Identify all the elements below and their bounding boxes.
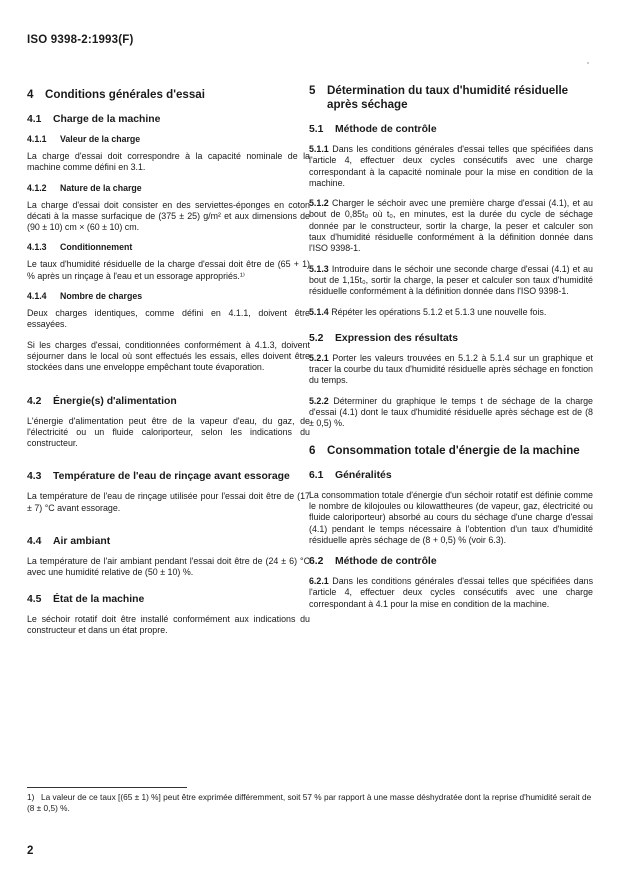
clause-text: Charger le séchoir avec une première charge d'essai (4.1), et au bout de 0,85t₀ où t₀, en minutes, est la durée du cycle de séchage donnée par le constructeur, sortir la charge, la peser et calculer son taux d'humidité résiduelle conformément à la définition donnée dans l'ISO 9398-1. <box>309 198 593 254</box>
clause-number: 6.2.1 <box>309 576 329 587</box>
section-title: Conditionnement <box>60 242 133 253</box>
footnote <box>27 792 593 814</box>
scan-artifact <box>587 62 589 64</box>
clause-number: 5.1.1 <box>309 144 329 154</box>
section-4-1-heading <box>27 113 310 126</box>
section-number: 4.1.4 <box>27 291 47 302</box>
section-number: 4.1 <box>27 114 42 125</box>
clause-number: 5.1.2 <box>309 198 329 209</box>
section-4-5-text: Le séchoir rotatif doit être installé conformément aux indications du constructeur et dans un état propre. <box>27 613 310 635</box>
standard-reference: ISO 9398-2:1993(F) <box>27 34 134 46</box>
section-title: Méthode de contrôle <box>335 124 437 135</box>
section-title: Valeur de la charge <box>60 134 141 144</box>
clause-number: 5.1.4 <box>309 306 329 317</box>
section-4-1-2-heading <box>27 183 310 194</box>
section-4-1-1-text: La charge d'essai doit correspondre à la capacité nominale de la machine comme défini en 3.1. <box>27 151 310 173</box>
section-title: Consommation totale d'énergie de la machine <box>327 443 580 457</box>
section-5-2-heading <box>309 332 593 345</box>
section-title: État de la machine <box>53 593 145 605</box>
clause-number: 5.1.3 <box>309 263 329 274</box>
clause-text: Répéter les opérations 5.1.2 et 5.1.3 une nouvelle fois. <box>331 306 547 317</box>
section-5-heading <box>309 84 593 112</box>
section-number: 4 <box>27 88 34 101</box>
section-number: 4.2 <box>27 395 42 407</box>
section-number: 6.1 <box>309 469 324 481</box>
section-5-1-2-paragraph <box>309 198 593 254</box>
clause-text: Porter les valeurs trouvées en 5.1.2 à 5.1.4 sur un graphique et tracer la courbe du taux d'humidité résiduelle après séchage en fonction du temps. <box>309 352 593 386</box>
section-title: Généralités <box>335 469 392 481</box>
section-4-3-heading <box>27 470 310 483</box>
section-5-1-heading <box>309 123 593 136</box>
section-title: Énergie(s) d'alimentation <box>53 395 177 407</box>
section-number: 6.2 <box>309 556 324 568</box>
section-number: 4.1.2 <box>27 182 47 193</box>
section-4-1-3-text: Le taux d'humidité résiduelle de la charge d'essai doit être de (65 + 1) % après un rinçage à l'eau et un essorage appropriés.¹⁾ <box>27 259 310 281</box>
clause-text: Dans les conditions générales d'essai telles que spécifiées dans l'article 4, effectuer deux cycles consécutifs avec une charge correspondant à la capacité nominale pour la mise en condition de la machine. <box>309 144 594 188</box>
section-5-1-1-paragraph <box>309 144 593 189</box>
footnote-divider <box>27 787 187 788</box>
section-number: 4.1.3 <box>27 242 47 253</box>
page-number: 2 <box>27 845 34 857</box>
clause-text: Dans les conditions générales d'essai telles que spécifiées dans l'article 4, effectuer deux cycles consécutifs avec une charge correspondant à 4.1 pour la mise en condition de la machine. <box>309 576 594 609</box>
clause-text: Introduire dans le séchoir une seconde charge d'essai (4.1) et au bout de 1,15t₀, sortir la charge, la peser et calculer son taux d'humidité résiduelle conformément à la définition donnée dans l'ISO 9398-1. <box>309 263 593 297</box>
left-column <box>27 84 310 645</box>
right-column <box>309 84 593 619</box>
section-5-2-2-paragraph <box>309 396 593 430</box>
clause-number: 5.2.2 <box>309 395 329 406</box>
section-6-1-text: La consommation totale d'énergie d'un séchoir rotatif est définie comme le nombre de kilojoules ou kilowattheures (de vapeur, gaz, électricité ou fluide caloriporteur) absorbé au cours du séchage d'une charge d'essai (4.1) pendant le temps nécessaire à l'obtention d'un taux d'humidité résiduelle après séchage de (8 + 0,5) % (voir 6.3). <box>309 489 593 545</box>
section-number: 6 <box>309 443 316 457</box>
section-title: Expression des résultats <box>335 332 459 344</box>
section-title: Nombre de charges <box>60 291 143 302</box>
section-title: Nature de la charge <box>60 182 142 193</box>
section-number: 4.5 <box>27 593 42 605</box>
section-4-3-text: La température de l'eau de rinçage utilisée pour l'essai doit être de (17 ± 7) °C avant essorage. <box>27 491 310 513</box>
section-title: Température de l'eau de rinçage avant essorage <box>53 471 290 483</box>
section-4-1-4-text-2: Si les charges d'essai, conditionnées conformément à 4.1.3, doivent séjourner dans le local où sont effectués les essais, elles doivent être stockées dans une enveloppe empêchant toute évaporation. <box>27 339 310 373</box>
clause-number: 5.2.1 <box>309 352 329 363</box>
section-number: 5.2 <box>309 332 324 344</box>
clause-text: Déterminer du graphique le temps t de séchage de la charge d'essai (4.1) dont le taux d'humidité résiduelle après séchage est de (8 ± 0,5) %. <box>309 395 593 429</box>
section-number: 5 <box>309 84 316 97</box>
section-number: 4.1.1 <box>27 134 47 144</box>
section-title: Méthode de contrôle <box>335 556 437 568</box>
section-4-heading <box>27 88 310 102</box>
section-4-4-text: La température de l'air ambiant pendant l'essai doit être de (24 ± 6) °C avec une humidité relative de (50 ± 10) %. <box>27 556 310 578</box>
section-title: Détermination du taux d'humidité résiduelle après séchage <box>327 84 569 111</box>
section-number: 5.1 <box>309 124 324 135</box>
section-4-1-4-heading <box>27 291 310 302</box>
section-4-5-heading <box>27 593 310 606</box>
section-6-2-heading <box>309 555 593 568</box>
section-4-2-heading <box>27 395 310 408</box>
section-4-1-3-heading <box>27 242 310 253</box>
section-4-2-text: L'énergie d'alimentation peut être de la vapeur d'eau, du gaz, de l'électricité ou un fluide caloriporteur, selon les indications du constructeur. <box>27 415 310 449</box>
section-4-1-4-text-1: Deux charges identiques, comme défini en 4.1.1, doivent être essayées. <box>27 308 310 330</box>
section-5-2-1-paragraph <box>309 353 593 387</box>
section-6-2-1-paragraph <box>309 576 593 610</box>
section-4-4-heading <box>27 535 310 548</box>
footnote-text: La valeur de ce taux [(65 ± 1) %] peut être exprimée différemment, soit 57 % par rapport à une masse déshydratée dont la reprise d'humidité serait de (8 ± 0,5) %. <box>27 792 592 813</box>
section-number: 4.4 <box>27 536 42 548</box>
section-6-1-heading <box>309 469 593 482</box>
section-4-1-2-text: La charge d'essai doit consister en des serviettes-éponges en coton décati à la masse surfacique de (375 ± 25) g/m² et aux dimensions de (90 ± 10) cm × (60 ± 10) cm. <box>27 199 310 233</box>
footnote-marker: 1) <box>27 792 35 802</box>
section-number: 4.3 <box>27 471 42 483</box>
section-title: Air ambiant <box>53 536 111 548</box>
section-4-1-1-heading <box>27 134 310 145</box>
section-5-1-3-paragraph <box>309 264 593 298</box>
section-title: Conditions générales d'essai <box>45 88 205 101</box>
section-title: Charge de la machine <box>53 114 161 125</box>
section-6-heading <box>309 444 593 458</box>
section-5-1-4-paragraph <box>309 307 593 318</box>
